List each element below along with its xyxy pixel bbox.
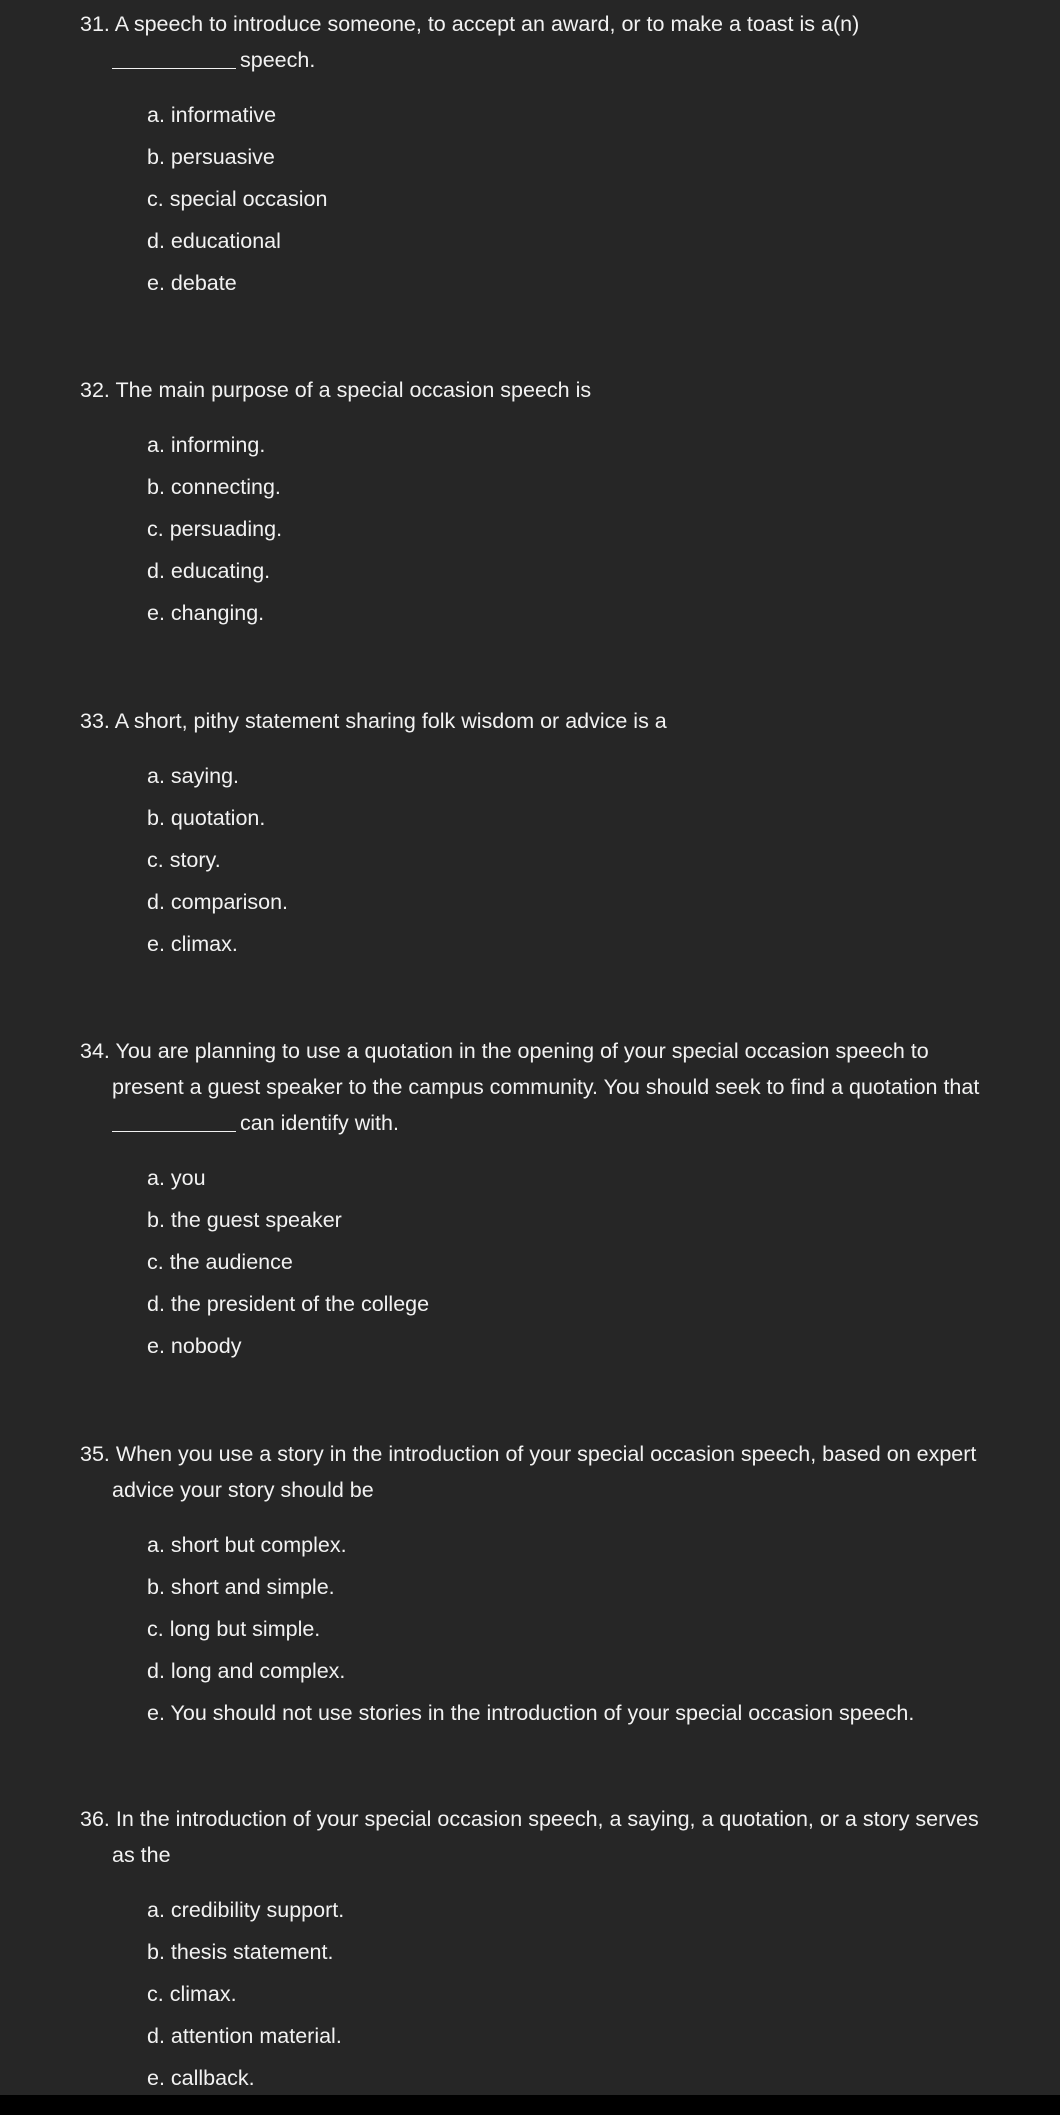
- answer-option[interactable]: d. comparison.: [147, 890, 289, 914]
- question-stem: [80, 1436, 1000, 1508]
- answer-option[interactable]: d. educating.: [147, 559, 271, 583]
- question-number: 35.: [80, 1442, 110, 1466]
- question-35: [80, 1436, 1000, 1734]
- answer-option[interactable]: b. thesis statement.: [147, 1940, 334, 1964]
- answer-option[interactable]: b. connecting.: [147, 475, 281, 499]
- question-number: 36.: [80, 1807, 110, 1831]
- question-text: You are planning to use a quotation in the opening of your special occasion speech to present a guest speaker to the campus community. You should seek to find a quotation that: [112, 1039, 980, 1099]
- answer-option[interactable]: e. nobody: [147, 1334, 242, 1358]
- answer-option[interactable]: b. short and simple.: [147, 1575, 335, 1599]
- answer-options: [80, 1889, 1000, 2099]
- answer-option[interactable]: e. callback.: [147, 2066, 255, 2090]
- answer-option[interactable]: a. you: [147, 1166, 206, 1190]
- answer-option[interactable]: a. informing.: [147, 433, 266, 457]
- answer-blank: [112, 44, 236, 69]
- question-stem: [80, 1033, 1000, 1141]
- answer-options: [80, 755, 1000, 965]
- question-text-after: can identify with.: [240, 1111, 399, 1135]
- answer-options: [80, 424, 1000, 634]
- question-36: [80, 1801, 1000, 2099]
- answer-blank: [112, 1107, 236, 1132]
- question-stem: [80, 372, 1000, 408]
- answer-option[interactable]: c. story.: [147, 848, 221, 872]
- question-text-after: speech.: [240, 48, 316, 72]
- answer-option[interactable]: c. persuading.: [147, 517, 283, 541]
- answer-option[interactable]: a. informative: [147, 103, 277, 127]
- answer-option[interactable]: a. saying.: [147, 764, 240, 788]
- answer-option[interactable]: b. the guest speaker: [147, 1208, 342, 1232]
- answer-option[interactable]: d. attention material.: [147, 2024, 342, 2048]
- question-text: The main purpose of a special occasion speech is: [115, 378, 592, 402]
- answer-options: [80, 1157, 1000, 1367]
- question-text: When you use a story in the introduction of your special occasion speech, based on expert advice your story should be: [112, 1442, 977, 1502]
- question-34: [80, 1033, 1000, 1367]
- question-text: A speech to introduce someone, to accept an award, or to make a toast is a(n): [114, 12, 860, 36]
- question-number: 34.: [80, 1039, 110, 1063]
- answer-option[interactable]: d. the president of the college: [147, 1292, 430, 1316]
- answer-options: [80, 1524, 1000, 1734]
- answer-option[interactable]: e. You should not use stories in the introduction of your special occasion speech.: [147, 1701, 915, 1725]
- answer-option[interactable]: e. climax.: [147, 932, 238, 956]
- question-number: 33.: [80, 709, 110, 733]
- answer-option[interactable]: a. credibility support.: [147, 1898, 345, 1922]
- answer-option[interactable]: e. debate: [147, 271, 237, 295]
- question-number: 31.: [80, 12, 110, 36]
- answer-option[interactable]: c. climax.: [147, 1982, 237, 2006]
- question-stem: [80, 703, 1000, 739]
- answer-option[interactable]: b. quotation.: [147, 806, 266, 830]
- bottom-edge-bar: [0, 2095, 1060, 2115]
- answer-option[interactable]: d. educational: [147, 229, 281, 253]
- question-number: 32.: [80, 378, 110, 402]
- answer-option[interactable]: c. special occasion: [147, 187, 328, 211]
- answer-option[interactable]: d. long and complex.: [147, 1659, 346, 1683]
- answer-option[interactable]: e. changing.: [147, 601, 265, 625]
- question-33: [80, 703, 1000, 965]
- question-stem: [80, 1801, 1000, 1873]
- question-31: [80, 6, 1000, 304]
- answer-option[interactable]: a. short but complex.: [147, 1533, 347, 1557]
- question-32: [80, 372, 1000, 634]
- answer-option[interactable]: c. the audience: [147, 1250, 293, 1274]
- answer-option[interactable]: c. long but simple.: [147, 1617, 321, 1641]
- answer-option[interactable]: b. persuasive: [147, 145, 275, 169]
- question-stem: [80, 6, 1000, 78]
- question-text: In the introduction of your special occasion speech, a saying, a quotation, or a story serves as the: [112, 1807, 979, 1867]
- answer-options: [80, 94, 1000, 304]
- question-text: A short, pithy statement sharing folk wisdom or advice is a: [114, 709, 667, 733]
